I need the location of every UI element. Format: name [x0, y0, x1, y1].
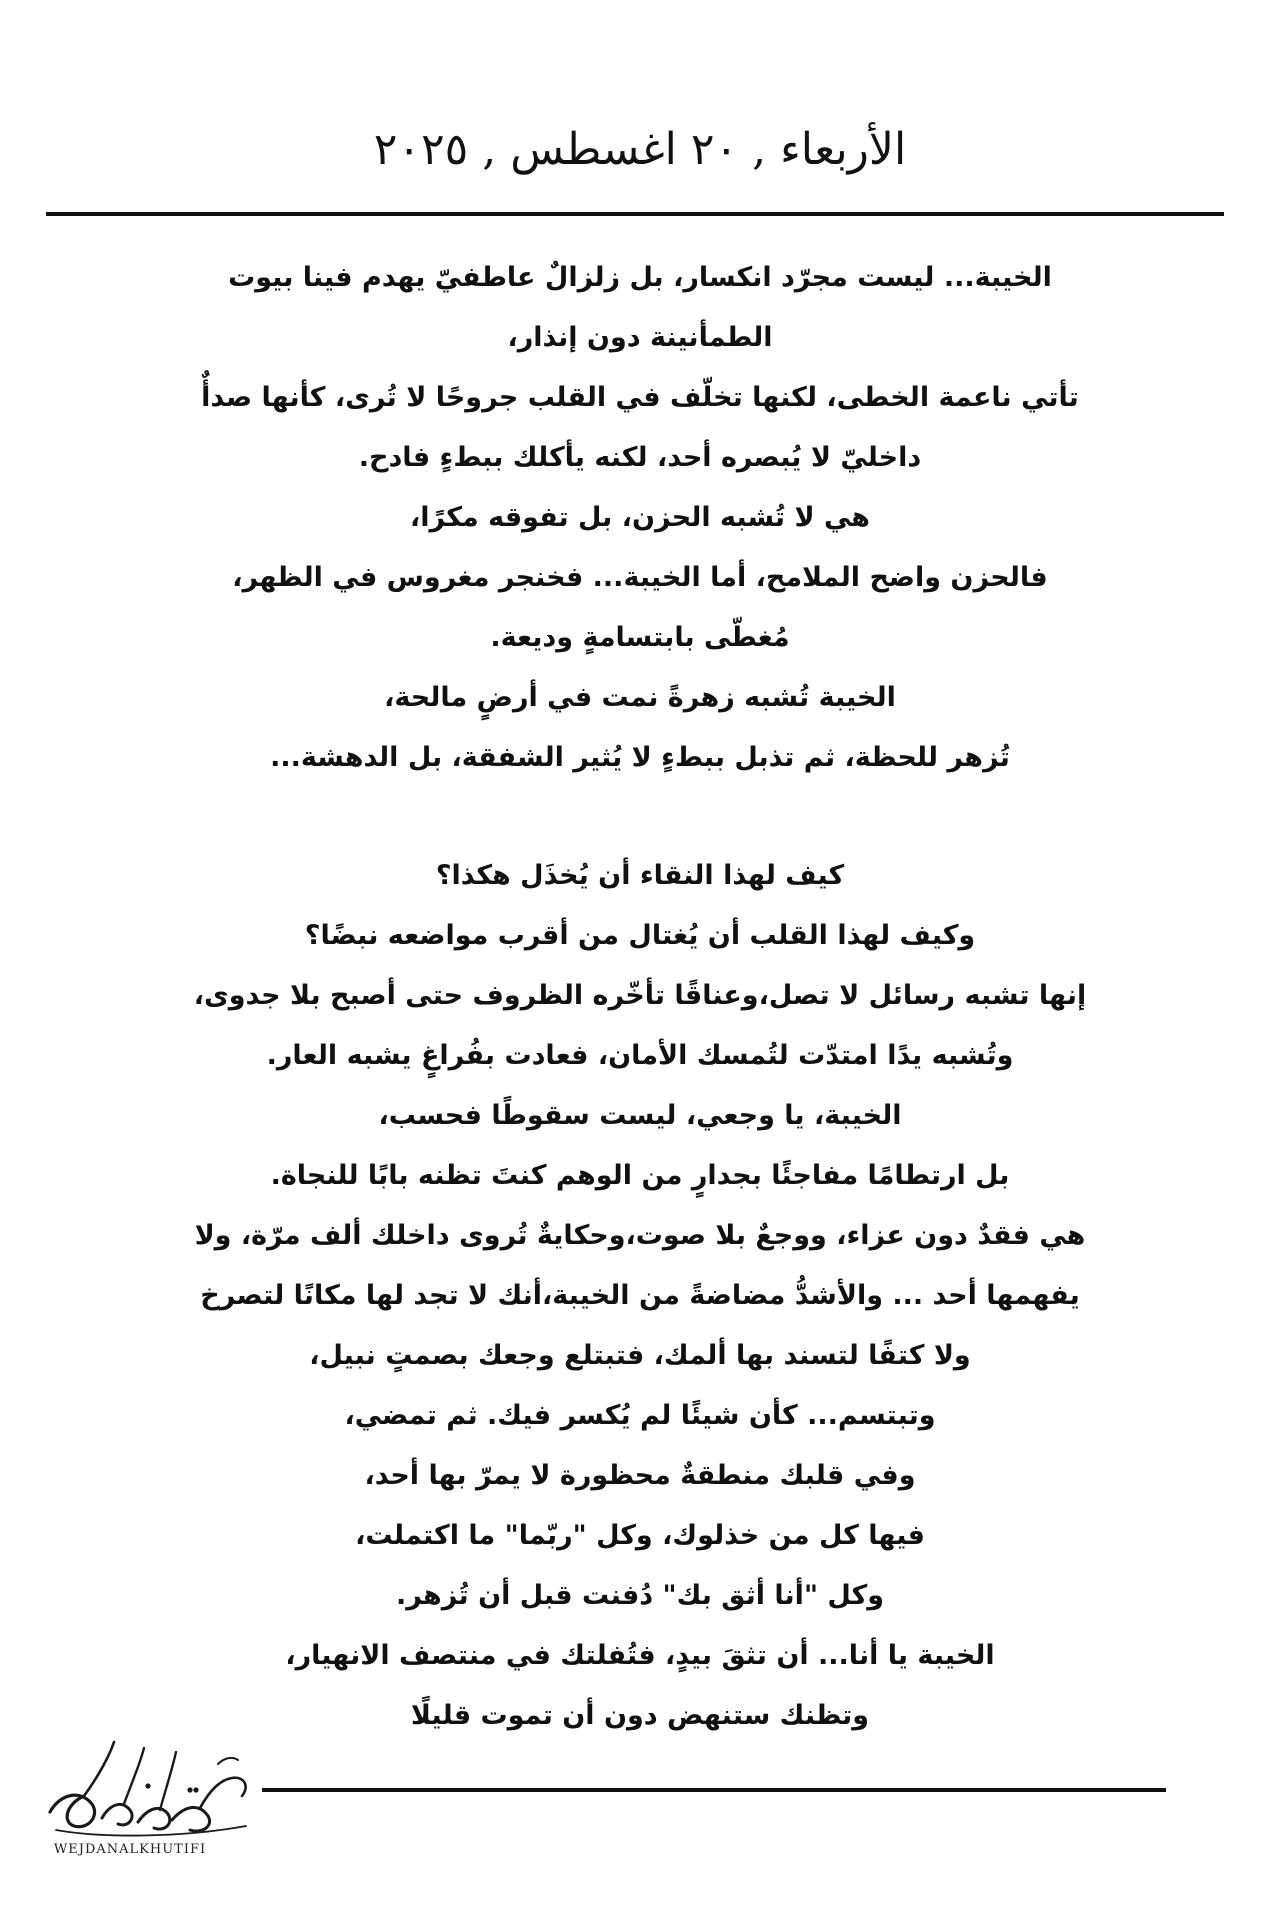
poem-line: بل ارتطامًا مفاجئًا بجدارٍ من الوهم كنتَ تظنه بابًا للنجاة.: [270, 1160, 1010, 1191]
poem-line: وتظنك ستنهض دون أن تموت قليلًا: [410, 1700, 870, 1731]
poem-line: وكل "أنا أثق بك" دُفنت قبل أن تُزهر.: [395, 1580, 884, 1611]
top-divider: [46, 212, 1224, 216]
poem-line: وتُشبه يدًا امتدّت لتُمسك الأمان، فعادت بفُراغٍ يشبه العار.: [266, 1040, 1014, 1071]
poem-line: وفي قلبك منطقةٌ محظورة لا يمرّ بها أحد،: [364, 1460, 916, 1491]
poem-line: داخليّ لا يُبصره أحد، لكنه يأكلك ببطءٍ فادح.: [358, 442, 922, 473]
poem-line: الخيبة... ليست مجرّد انكسار، بل زلزالٌ عاطفيّ يهدم فينا بيوت: [228, 262, 1052, 293]
poem-line: الخيبة تُشبه زهرةً نمت في أرضٍ مالحة،: [384, 682, 896, 713]
poem-line: هي فقدٌ دون عزاء، ووجعٌ بلا صوت،وحكايةٌ تُروى داخلك ألف مرّة، ولا: [194, 1220, 1086, 1251]
poem-line: تأتي ناعمة الخطى، لكنها تخلّف في القلب جروحًا لا تُرى، كأنها صدأٌ: [201, 382, 1079, 413]
poem-line: يفهمها أحد ... والأشدُّ مضاضةً من الخيبة،أنك لا تجد لها مكانًا لتصرخ: [200, 1280, 1080, 1311]
poem-line: وكيف لهذا القلب أن يُغتال من أقرب مواضعه نبضًا؟: [304, 920, 976, 951]
poem-line: كيف لهذا النقاء أن يُخذَل هكذا؟: [435, 860, 845, 891]
poem-line: فيها كل من خذلوك، وكل "ربّما" ما اكتملت،: [355, 1520, 925, 1551]
poem-line: هي لا تُشبه الحزن، بل تفوقه مكرًا،: [409, 502, 870, 533]
poem-line: الطمأنينة دون إنذار،: [507, 322, 773, 353]
signature-caption: WEJDANALKHUTIFI: [53, 1842, 207, 1857]
stanza-gap: [110, 788, 1170, 846]
date-heading: الأربعاء , ٢٠ اغسطس , ٢٠٢٥: [373, 124, 907, 175]
poem-line: الخيبة يا أنا... أن تثقَ بيدٍ، فتُفلتك في منتصف الانهيار،: [285, 1640, 995, 1671]
poem-line: إنها تشبه رسائل لا تصل،وعناقًا تأخّره الظروف حتى أصبح بلا جدوى،: [193, 980, 1087, 1011]
poem-line: تُزهر للحظة، ثم تذبل ببطءٍ لا يُثير الشفقة، بل الدهشة...: [270, 742, 1010, 773]
poem-line: ولا كتفًا لتسند بها ألمك، فتبتلع وجعك بصمتٍ نبيل،: [309, 1340, 971, 1371]
poem-line: الخيبة، يا وجعي، ليست سقوطًا فحسب،: [378, 1100, 902, 1131]
poem-body: [110, 248, 1170, 1746]
poem-line: مُغطّى بابتسامةٍ وديعة.: [490, 622, 790, 653]
bottom-divider: [262, 1788, 1166, 1792]
poem-line: وتبتسم... كأن شيئًا لم يُكسر فيك. ثم تمضي،: [344, 1400, 936, 1431]
poem-line: فالحزن واضح الملامح، أما الخيبة... فخنجر مغروس في الظهر،: [232, 562, 1048, 593]
